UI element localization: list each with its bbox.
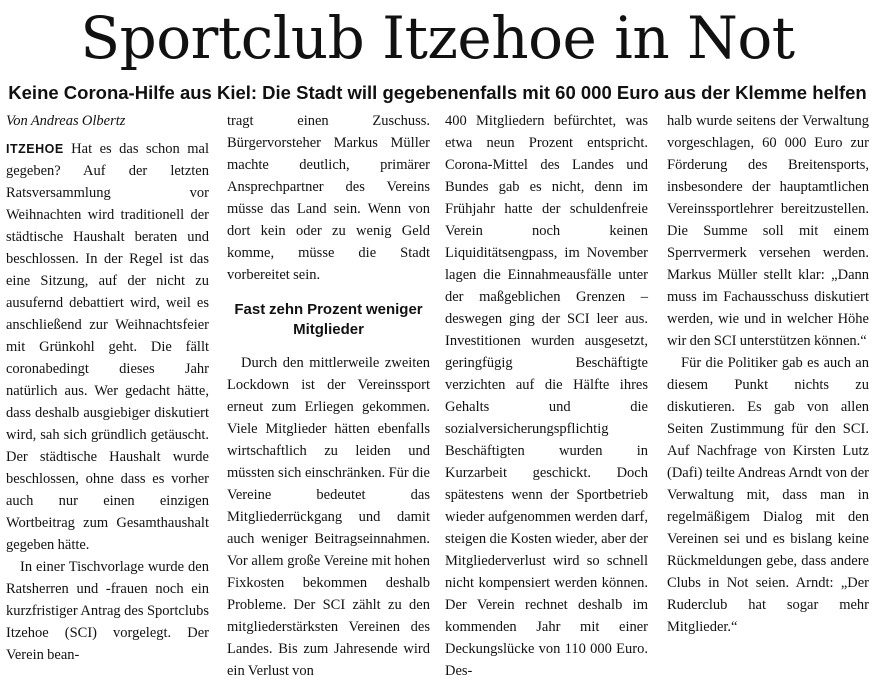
paragraph: tragt einen Zuschuss. Bürgervorsteher Markus Müller machte deutlich, primärer Ansprechpartner des Vereins müsse das Land sein. Wenn von dort kein oder zu wenig Geld komme, müsse die Stadt vorbereitet sein.: [227, 113, 430, 283]
subheading: Fast zehn Prozent weniger Mitglieder: [234, 301, 423, 338]
paragraph-text: Hat es das schon mal gegeben? Auf der letzten Ratsversammlung vor Weihnachten wird traditionell der städtische Haushalt beraten und beschlossen. In der Regel ist das eine Sitzung, auf der nicht zu ausufernd debattiert wird, weil es anschließend zur Weihnachtsfeier mit Grünkohl geht. Die fällt coronabedingt dieses Jahr natürlich aus. Wer gedacht hätte, dass deshalb ausgiebiger diskutiert wird, sah sich gründlich getäuscht. Der städtische Haushalt wurde beschlossen, ohne dass es vorher auch nur einen einzigen Wortbeitrag zum Gesamthaushalt gegeben hätte.: [6, 141, 209, 553]
column-1: [6, 110, 209, 663]
column-4: [667, 110, 869, 643]
headline: Sportclub Itzehoe in Not: [80, 4, 795, 72]
byline: Von Andreas Olbertz: [6, 113, 126, 129]
column-2: [227, 110, 430, 679]
paragraph: Für die Politiker gab es auch an diesem Punkt nichts zu diskutieren. Es gab von allen Seiten Zustimmung für den SCI. Auf Nachfrage von Kirsten Lutz (Dafi) teilte Andreas Arndt von der Verwaltung mit, dass man in regelmäßigem Dialog mit den Vereinen sei und es bislang keine Rückmeldungen gebe, dass andere Clubs in Not seien. Arndt: „Der Ruderclub hat sogar mehr Mitglieder.“: [667, 355, 869, 635]
paragraph: In einer Tischvorlage wurde den Ratsherren und -frauen noch ein kurzfristiger Antrag des Sportclubs Itzehoe (SCI) vorgelegt. Der Verein bean-: [6, 559, 209, 663]
column-3: [445, 110, 648, 679]
paragraph: Durch den mittlerweile zweiten Lockdown ist der Vereinssport erneut zum Erliegen gekommen. Viele Mitglieder hätten ebenfalls wirtschaftlich zu leiden und müssten sich einschränken. Für die Vereine bedeutet das Mitgliederrückgang und damit auch weniger Beitragseinnahmen. Vor allem große Vereine mit hohen Fixkosten bekommen deshalb Probleme. Der SCI zählt zu den mitgliederstärksten Vereinen des Landes. Bis zum Jahresende wird ein Verlust von: [227, 355, 430, 679]
subheadline: Keine Corona-Hilfe aus Kiel: Die Stadt will gegebenenfalls mit 60 000 Euro aus der Klemme helfen: [8, 82, 867, 103]
dateline: ITZEHOE: [6, 142, 64, 156]
paragraph: halb wurde seitens der Verwaltung vorgeschlagen, 60 000 Euro zur Förderung des Breitensports, insbesondere der hauptamtlichen Vereinssportlehrer bereitzustellen. Die Summe soll mit einem Sperrvermerk versehen werden. Markus Müller stellt klar: „Dann muss im Fachausschuss diskutiert werden, wie und in welcher Höhe wir den SCI unterstützen können.“: [667, 113, 869, 349]
paragraph: [6, 138, 209, 556]
paragraph: 400 Mitgliedern befürchtet, was etwa neun Prozent entspricht. Corona-Mittel des Landes und Bundes gab es nicht, denn im Frühjahr hatte der schuldenfreie Verein noch keinen Liquiditätsengpass, im November lagen die Einnahmeausfälle unter der maßgeblichen Grenzen – deswegen ging der SCI leer aus. Investitionen wurden ausgesetzt, geringfügig Beschäftigte verzichten auf die Hälfte ihres Gehalts und die sozialversicherungspflichtig Beschäftigten wurden in Kurzarbeit geschickt. Doch spätestens wenn der Sportbetrieb wieder aufgenommen werden darf, steigen die Kosten wieder, aber der Mitgliederverlust wird so schnell nicht kompensiert werden können. Der Verein rechnet deshalb im kommenden Jahr mit einer Deckungslücke von 110 000 Euro. Des-: [445, 113, 648, 679]
article-body: [0, 110, 875, 679]
